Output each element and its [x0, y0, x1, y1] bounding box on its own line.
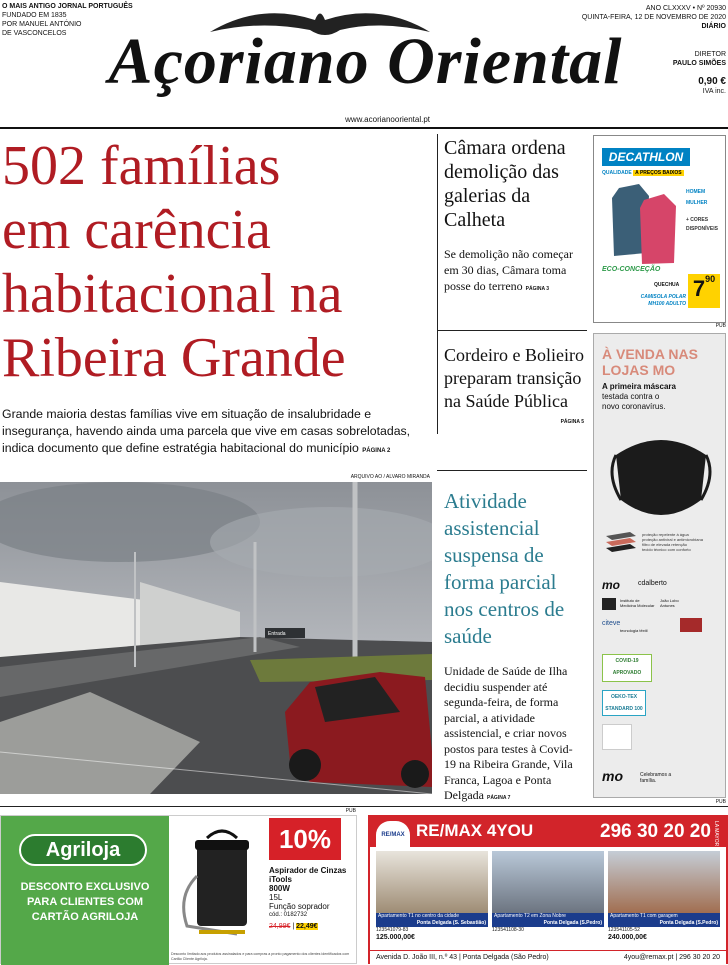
decathlon-eco: ECO-CONCEÇÃO [602, 266, 661, 273]
main-lead-text: Grande maioria destas famílias vive em situação de insalubridade e insegurança, havendo ainda uma parcela que vive em casas sobrelotadas, indica documento que define estratégia habitacional do município [2, 407, 411, 455]
mask-footer: Celebramos a família. [640, 772, 672, 784]
quality-seal-icon [602, 724, 632, 750]
mask-oeko-badge [602, 690, 646, 716]
imm-logo-icon [602, 598, 616, 610]
remax-listing-1[interactable] [376, 913, 488, 941]
mask-layer-3: filtro de elevada retenção [642, 542, 687, 547]
mask-layer-1: proteção repelente à água [642, 532, 689, 537]
mask-ad-text-1: A primeira máscara [602, 382, 676, 391]
mask-layers-icon [602, 530, 640, 556]
side-story-2-page[interactable]: PÁGINA 5 [560, 419, 584, 425]
mask-oeko-sub: STANDARD 100 [605, 706, 643, 712]
remax-email[interactable]: 4you@remax.pt | 296 30 20 20 [623, 954, 720, 961]
remax-listing-1-ref: 123541079-83 [376, 927, 409, 933]
decathlon-cores: + CORES [686, 217, 709, 223]
mask-ad-title-1: À VENDA NAS [602, 346, 698, 362]
remax-listing-2-desc: Apartamento T2 em Zona Nobre [492, 913, 604, 920]
remax-listing-3[interactable] [608, 913, 720, 941]
website-url[interactable]: www.acorianooriental.pt [345, 115, 430, 124]
decathlon-ribbon-quality: QUALIDADE [602, 170, 632, 176]
agriloja-logo: Agriloja [19, 834, 147, 866]
remax-title: RE/MAX 4YOU [416, 821, 534, 840]
bottom-rule [0, 806, 728, 807]
remax-listing-3-photo [608, 851, 720, 913]
agriloja-old-price: 24,99€ [269, 923, 291, 930]
decathlon-homem: HOMEM [686, 189, 706, 195]
ad-mask[interactable] [593, 333, 726, 798]
decathlon-product-1: CAMISOLA POLAR [640, 294, 686, 300]
side-story-1[interactable] [444, 136, 584, 297]
agriloja-feature: Função soprador [269, 902, 330, 911]
main-photo [0, 482, 432, 794]
remax-listing-2[interactable] [492, 913, 604, 934]
mask-ad-text-3: novo coronavírus. [602, 402, 666, 411]
remax-balloon-logo: RE/MAX [376, 821, 410, 849]
column-rule [437, 134, 438, 434]
mask-ad-title-2: LOJAS MO [602, 362, 676, 378]
side-story-1-text [444, 246, 584, 297]
newspaper-title[interactable]: Açoriano Oriental [108, 25, 623, 98]
vat: IVA inc. [702, 88, 726, 95]
price: 0,90 € [698, 76, 726, 87]
decathlon-mulher: MULHER [686, 200, 708, 206]
ad-agriloja[interactable] [0, 815, 357, 964]
mask-footer-mo: mo [602, 768, 623, 784]
agriloja-discount: 10% [269, 818, 341, 860]
main-headline-line4: Ribeira Grande [2, 327, 346, 389]
decathlon-quechua: QUECHUA [654, 282, 680, 288]
agriloja-line3: CARTÃO AGRILOJA [31, 911, 139, 923]
remax-listing-1-price: 125.000,00€ [376, 934, 415, 941]
mask-brand-cdalberto: cdalberto [638, 580, 667, 587]
side-story-2[interactable] [444, 344, 584, 425]
main-lead [2, 406, 432, 460]
remax-listing-3-price: 240.000,00€ [608, 934, 647, 941]
mask-inst-1: Instituto de Medicina Molecular [620, 598, 655, 608]
mask-citeve: citeve [602, 620, 621, 627]
fleece-jackets-image [604, 178, 694, 268]
remax-address: Avenida D. João III, n.º 43 | Ponta Delgada (São Pedro) [376, 954, 549, 961]
agriloja-power: 800W [269, 884, 290, 893]
masthead-right [560, 4, 726, 31]
decathlon-ribbon-prices: A PREÇOS BAIXOS [635, 170, 682, 176]
decathlon-logo: DECATHLON [602, 148, 690, 166]
side-story-3-page[interactable]: PÁGINA 7 [486, 795, 511, 801]
decathlon-product-2: MH100 ADULTO [648, 301, 686, 307]
decathlon-variants [686, 188, 718, 234]
side-story-3[interactable] [444, 488, 584, 807]
agriloja-product-name: Aspirador de Cinzas [269, 866, 347, 875]
ad-remax[interactable] [368, 815, 728, 964]
decathlon-ribbon [602, 170, 684, 176]
masthead-rule [0, 127, 728, 129]
side-rule-2 [437, 470, 587, 471]
certification-logo-icon [680, 618, 702, 632]
side-story-3-body: Unidade de Saúde de Ilha decidiu suspender até segunda-feira, de forma parcial, a atividade assistencial, e criar novos postos para testes à Covid-19 na Ribeira Grande, Vila Franca, Lagoa e Ponta Delgada [444, 664, 573, 802]
mask-layer-2: proteção antiviral e antimicrobiana [642, 537, 703, 542]
remax-listing-2-place: Ponta Delgada (S.Pedro) [492, 920, 604, 927]
agriloja-fine-print: Desconto limitado aos produtos assinalados e para compras a pronto pagamento dos clientes identificados com Cartão Cliente Agriloja. [171, 952, 350, 961]
decathlon-price-dec: 90 [705, 274, 716, 284]
masthead-founder: POR MANUEL ANTÓNIO [2, 21, 82, 28]
remax-listing-1-place: Ponta Delgada (S. Sebastião) [376, 920, 488, 927]
issue-number: ANO CLXXXV • Nº 20930 [645, 5, 726, 12]
main-headline-line2: em carência [2, 199, 271, 261]
decathlon-disponiveis: DISPONÍVEIS [686, 226, 718, 232]
side-story-3-text [444, 664, 584, 807]
remax-listing-2-ref: 123541108-30 [492, 927, 524, 933]
agriloja-line1: DESCONTO EXCLUSIVO [20, 881, 150, 893]
mask-ad-text [602, 382, 676, 412]
mask-covid-status: APROVADO [612, 670, 642, 676]
ad-mask-pub: PUB [715, 799, 726, 805]
main-lead-page[interactable]: PÁGINA 2 [362, 448, 391, 454]
remax-phone: 296 30 20 20 [600, 821, 711, 842]
side-story-1-headline: Câmara ordena demolição das galerias da Calheta [444, 137, 566, 231]
mask-ad-title [602, 346, 698, 378]
side-story-1-page[interactable]: PÁGINA 3 [525, 286, 550, 292]
agriloja-tools: iTools [269, 875, 292, 884]
photo-credit: ARQUIVO AO / ALVARO MIRANDA [350, 474, 430, 480]
remax-listing-2-photo [492, 851, 604, 913]
ash-vacuum-image [177, 826, 265, 936]
decathlon-product [624, 294, 686, 308]
remax-listing-3-desc: Apartamento T1 com garagem [608, 913, 720, 920]
masthead-founded: FUNDADO EM 1835 [2, 12, 67, 19]
side-story-1-body: Se demolição não começar em 30 dias, Câmara toma posse do terreno [444, 247, 573, 293]
side-story-2-headline: Cordeiro e Bolieiro preparam transição na Saúde Pública [444, 345, 584, 411]
ad-decathlon-pub: PUB [715, 323, 726, 329]
side-story-3-headline: Atividade assistencial suspensa de forma parcial nos centros de saúde [444, 489, 565, 648]
mask-layers [642, 532, 703, 552]
decathlon-price-int: 7 [692, 276, 706, 301]
agriloja-tagline [5, 880, 165, 925]
mask-layer-4: tecido técnico com conforto [642, 547, 691, 552]
mask-covid-tag: COVID-19 [615, 658, 639, 664]
issue-date: QUINTA-FEIRA, 12 DE NOVEMBRO DE 2020 [581, 14, 726, 21]
mask-citeve-sub: tecnologia têxtil [620, 628, 648, 633]
masthead-tagline: O MAIS ANTIGO JORNAL PORTUGUÊS [2, 3, 133, 10]
mask-ad-text-2: testada contra o [602, 392, 660, 401]
remax-listing-1-photo [376, 851, 488, 913]
decathlon-price-tag [688, 274, 720, 308]
mask-oeko: OEKO-TEX [610, 694, 638, 700]
masthead-founder2: DE VASCONCELOS [2, 30, 67, 37]
ad-decathlon[interactable] [593, 135, 726, 323]
remax-listing-3-ref: 123541105-52 [608, 927, 640, 933]
mask-covid-badge [602, 654, 652, 682]
issue-frequency: DIÁRIO [701, 23, 726, 30]
main-headline-line3: habitacional na [2, 263, 343, 325]
photo-sign: Entrada [268, 631, 286, 637]
remax-footer [370, 950, 726, 964]
remax-listing-1-desc: Apartamento T1 no centro da cidade [376, 913, 488, 920]
remax-listing-3-place: Ponta Delgada (S.Pedro) [608, 920, 720, 927]
director-label: DIRETOR [694, 51, 726, 58]
agriloja-volume: 15L [269, 893, 283, 902]
ad-agriloja-pub: PUB [345, 808, 356, 814]
side-rule-1 [437, 330, 587, 331]
agriloja-product: Aspirador de Cinzas iTools 800W 15L Função soprador cód.: 0182732 24,99€ | 22,49€ [269, 866, 357, 931]
main-headline-line1: 502 famílias [2, 135, 281, 197]
director-name: PAULO SIMÕES [672, 60, 726, 67]
agriloja-new-price: 22,49€ [296, 923, 318, 930]
agriloja-code: cód.: 0182732 [269, 912, 308, 918]
remax-side-text: LA MAYOR [713, 821, 719, 847]
masthead-director [664, 50, 726, 96]
mask-inst-2: João Lobo Antunes [660, 598, 679, 608]
agriloja-line2: PARA CLIENTES COM [26, 896, 144, 908]
mask-brand-mo: mo [602, 578, 620, 592]
main-headline[interactable] [2, 134, 432, 390]
face-mask-image [606, 430, 716, 525]
